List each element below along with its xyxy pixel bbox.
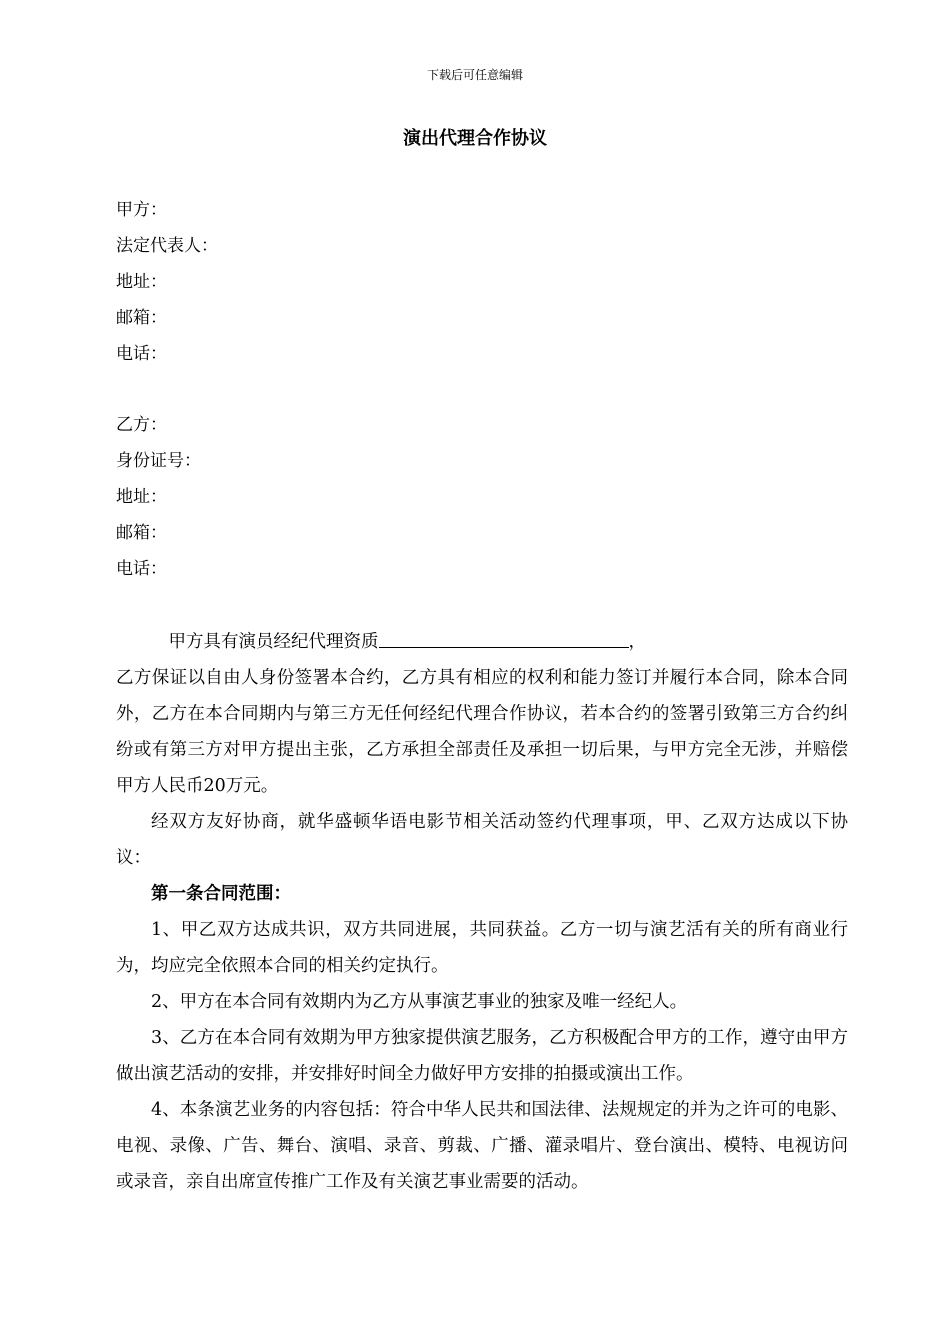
clause-3: 3、乙方在本合同有效期为甲方独家提供演艺服务，乙方积极配合甲方的工作，遵守由甲方做出演艺活动的安排，并安排好时间全力做好甲方安排的拍摄或演出工作。 bbox=[116, 1028, 848, 1084]
party-b-email-field: 邮箱： bbox=[116, 523, 167, 543]
party-b-phone-field: 电话： bbox=[116, 559, 167, 579]
article-1-heading: 第一条合同范围： bbox=[151, 884, 291, 904]
clause-2: 2、甲方在本合同有效期内为乙方从事演艺事业的独家及唯一经纪人。 bbox=[151, 992, 688, 1012]
intro-suffix: ， bbox=[628, 632, 646, 652]
document-title: 演出代理合作协议 bbox=[403, 128, 547, 149]
intro-line bbox=[116, 624, 848, 660]
party-a-name-field: 甲方： bbox=[116, 200, 167, 220]
page-header: 下载后可任意编辑 bbox=[426, 68, 523, 82]
party-b-id-field: 身份证号： bbox=[116, 451, 201, 471]
party-a-email-field: 邮箱： bbox=[116, 308, 167, 328]
party-a-section bbox=[116, 192, 846, 372]
clause-1: 1、甲乙双方达成共识，双方共同进展，共同获益。乙方一切与演艺活有关的所有商业行为，均应完全依照本合同的相关约定执行。 bbox=[116, 920, 848, 976]
party-b-address-field: 地址： bbox=[116, 487, 167, 507]
intro-prefix: 甲方具有演员经纪代理资质 bbox=[168, 632, 379, 652]
paragraph-guarantee: 乙方保证以自由人身份签署本合约，乙方具有相应的权利和能力签订并履行本合同，除本合同外，乙方在本合同期内与第三方无任何经纪代理合作协议，若本合约的签署引致第三方合约纠纷或有第三方对甲方提出主张，乙方承担全部责任及承担一切后果，与甲方完全无涉，并赔偿甲方人民币20万元。 bbox=[116, 668, 848, 796]
party-b-name-field: 乙方： bbox=[116, 415, 167, 435]
paragraph-agreement: 经双方友好协商，就华盛顿华语电影节相关活动签约代理事项，甲、乙双方达成以下协议： bbox=[116, 812, 848, 868]
party-b-section bbox=[116, 407, 846, 587]
clause-4: 4、本条演艺业务的内容包括：符合中华人民共和国法律、法规规定的并为之许可的电影、电视、录像、广告、舞台、演唱、录音、剪裁、广播、灌录唱片、登台演出、模特、电视访问或录音，亲自出席宣传推广工作及有关演艺事业需要的活动。 bbox=[116, 1100, 848, 1192]
party-a-legal-rep-field: 法定代表人： bbox=[116, 236, 218, 256]
contract-body bbox=[116, 624, 848, 1200]
blank-underline bbox=[379, 631, 629, 648]
party-a-address-field: 地址： bbox=[116, 272, 167, 292]
party-a-phone-field: 电话： bbox=[116, 344, 167, 364]
